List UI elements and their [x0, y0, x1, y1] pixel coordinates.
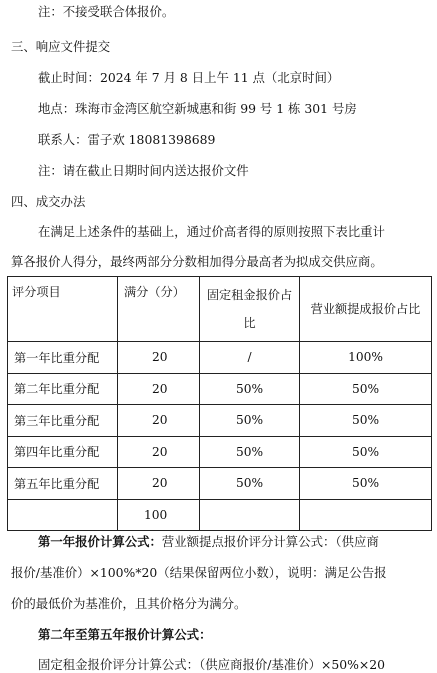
section3-heading: 三、响应文件提交 [11, 39, 111, 54]
method-para-line2: 算各报价人得分，最终两部分分数相加得分最高者为拟成交供应商。 [11, 254, 383, 269]
total-blank [200, 499, 300, 531]
formula1-text: 营业额提点报价评分计算公式：（供应商 [161, 534, 379, 549]
row-fixed-rent: 50% [200, 405, 300, 437]
row-name: 第二年比重分配 [8, 373, 118, 405]
row-fixed-rent: 50% [200, 436, 300, 468]
row-name: 第四年比重分配 [8, 436, 118, 468]
row-score: 20 [118, 405, 200, 437]
table-row [8, 468, 432, 500]
total-blank [300, 499, 432, 531]
formula2-title-text: 第二年至第五年报价计算公式： [38, 627, 212, 642]
total-score: 100 [118, 499, 200, 531]
formula1-title: 第一年报价计算公式： [38, 534, 162, 549]
header-item: 评分项目 [8, 277, 118, 342]
contact-text: 联系人：雷子欢 18081398689 [38, 132, 216, 147]
scoring-table [7, 276, 432, 531]
formula2-line1: 固定租金报价评分计算公式：（供应商报价/基准价）×50%×20 [38, 657, 386, 672]
row-name: 第一年比重分配 [8, 342, 118, 374]
formula1-line1 [38, 532, 379, 550]
table-row [8, 405, 432, 437]
row-fixed-rent: 50% [200, 468, 300, 500]
section4-heading: 四、成交办法 [11, 194, 86, 209]
row-fixed-rent: / [200, 342, 300, 374]
row-score: 20 [118, 468, 200, 500]
formula1-line3: 价的最低价为基准价，且其价格分为满分。 [11, 596, 247, 611]
table-total-row [8, 499, 432, 531]
submission-note: 注：请在截止日期时间内送达报价文件 [38, 163, 249, 178]
address-text: 地点：珠海市金湾区航空新城惠和街 99 号 1 栋 301 号房 [38, 101, 357, 116]
consortium-note: 注：不接受联合体报价。 [38, 4, 175, 19]
row-name: 第五年比重分配 [8, 468, 118, 500]
row-name: 第三年比重分配 [8, 405, 118, 437]
table-row [8, 342, 432, 374]
row-score: 20 [118, 373, 200, 405]
header-full-score: 满分（分） [118, 277, 200, 342]
row-score: 20 [118, 342, 200, 374]
row-fixed-rent: 50% [200, 373, 300, 405]
row-revenue-share: 50% [300, 373, 432, 405]
row-score: 20 [118, 436, 200, 468]
header-fixed-rent: 固定租金报价占比 [200, 277, 300, 342]
table-row [8, 373, 432, 405]
row-revenue-share: 50% [300, 468, 432, 500]
table-row [8, 436, 432, 468]
row-revenue-share: 50% [300, 405, 432, 437]
table-header-row [8, 277, 432, 342]
formula1-line2: 报价/基准价）×100%*20（结果保留两位小数），说明：满足公告报 [11, 565, 387, 580]
total-blank [8, 499, 118, 531]
row-revenue-share: 100% [300, 342, 432, 374]
formula2-title [38, 625, 211, 643]
method-para-line1: 在满足上述条件的基础上，通过价高者得的原则按照下表比重计 [38, 224, 385, 239]
deadline-text: 截止时间：2024 年 7 月 8 日上午 11 点（北京时间） [38, 70, 340, 85]
header-revenue-share: 营业额提成报价占比 [300, 277, 432, 342]
row-revenue-share: 50% [300, 436, 432, 468]
